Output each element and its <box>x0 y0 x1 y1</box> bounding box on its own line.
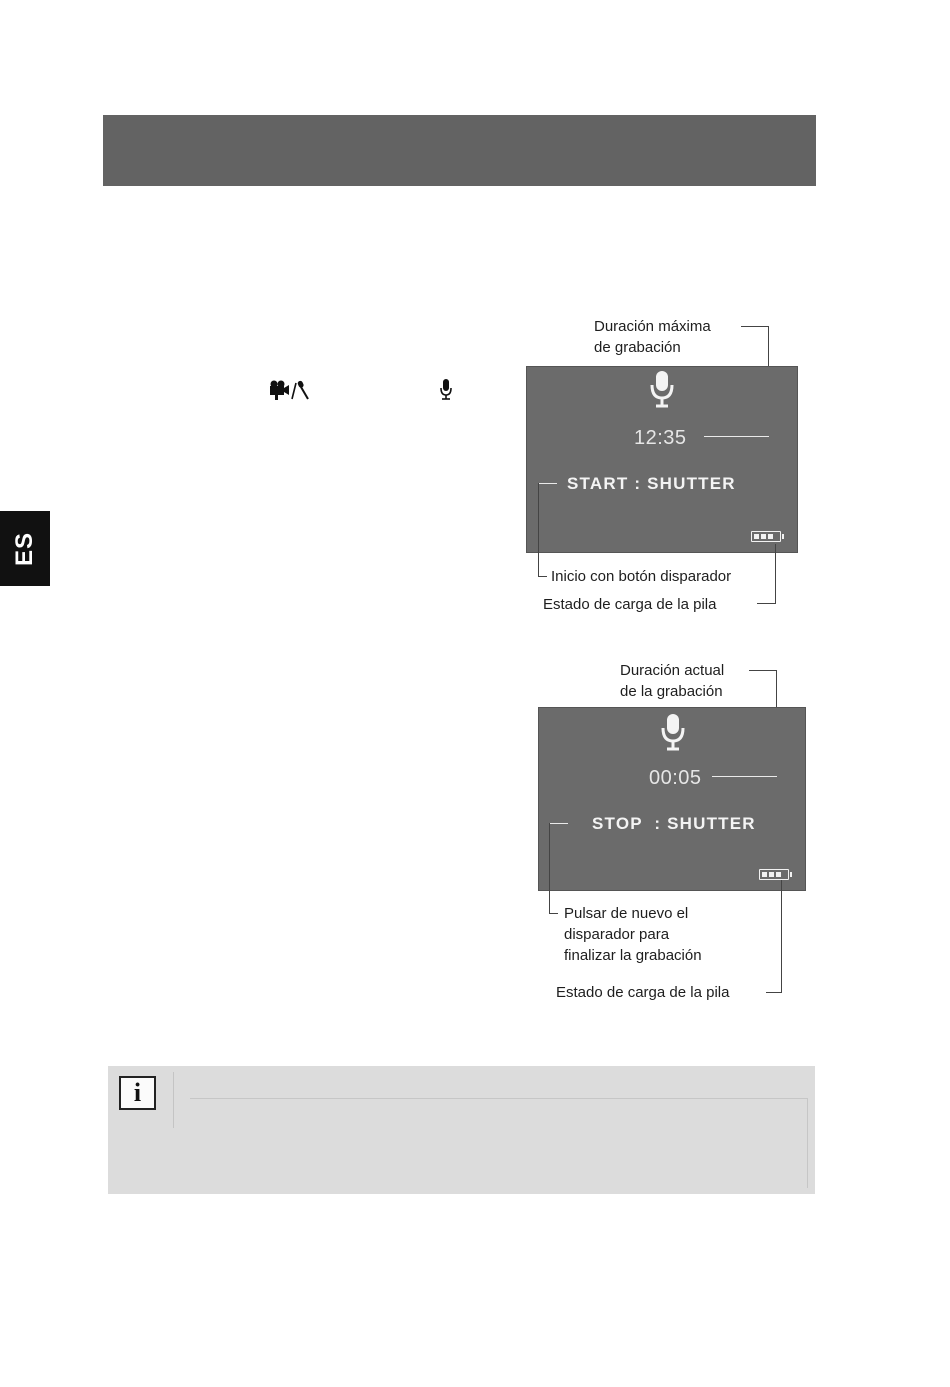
leader-line <box>775 544 776 604</box>
leader-line <box>549 913 558 914</box>
info-icon: i <box>119 1076 156 1110</box>
language-tab-label: ES <box>10 531 38 566</box>
callout-current-duration-line1: Duración actual <box>620 662 725 679</box>
current-recording-time: 00:05 <box>649 767 702 789</box>
video-voice-mode-icon <box>268 378 312 407</box>
note-box <box>108 1066 815 1194</box>
battery-icon <box>751 531 781 542</box>
callout-stop-line3: finalizar la grabación <box>564 947 702 964</box>
microphone-icon <box>439 378 453 407</box>
section-header-band <box>103 115 816 186</box>
leader-line <box>538 576 547 577</box>
callout-max-duration-line1: Duración máxima <box>594 318 711 335</box>
note-divider <box>807 1098 808 1188</box>
callout-battery-status: Estado de carga de la pila <box>543 596 717 613</box>
callout-current-duration-line2: de la grabación <box>620 683 723 700</box>
language-tab <box>0 511 50 586</box>
leader-line <box>757 603 776 604</box>
leader-line <box>712 776 777 777</box>
leader-line <box>741 326 769 327</box>
callout-battery-status: Estado de carga de la pila <box>556 984 730 1001</box>
microphone-icon <box>660 712 686 757</box>
note-divider <box>190 1098 808 1099</box>
leader-line <box>766 992 782 993</box>
callout-current-duration <box>620 660 724 702</box>
stop-shutter-label: STOP : SHUTTER <box>592 814 756 833</box>
leader-line <box>781 880 782 993</box>
battery-icon <box>759 869 789 880</box>
start-shutter-label: START : SHUTTER <box>567 474 736 493</box>
callout-start-shutter: Inicio con botón disparador <box>551 568 732 585</box>
leader-line <box>549 823 550 913</box>
callout-stop-shutter <box>564 903 702 966</box>
leader-line <box>549 823 568 824</box>
camera-screen-start <box>526 366 798 553</box>
leader-line <box>749 670 777 671</box>
max-recording-time: 12:35 <box>634 427 687 449</box>
callout-stop-line2: disparador para <box>564 926 670 943</box>
note-divider <box>173 1072 174 1128</box>
leader-line <box>704 436 769 437</box>
leader-line <box>538 483 557 484</box>
microphone-icon <box>649 369 675 414</box>
callout-max-duration <box>594 316 711 358</box>
callout-max-duration-line2: de grabación <box>594 339 681 356</box>
camera-screen-stop <box>538 707 806 891</box>
leader-line <box>538 483 539 576</box>
callout-stop-line1: Pulsar de nuevo el <box>564 905 689 922</box>
